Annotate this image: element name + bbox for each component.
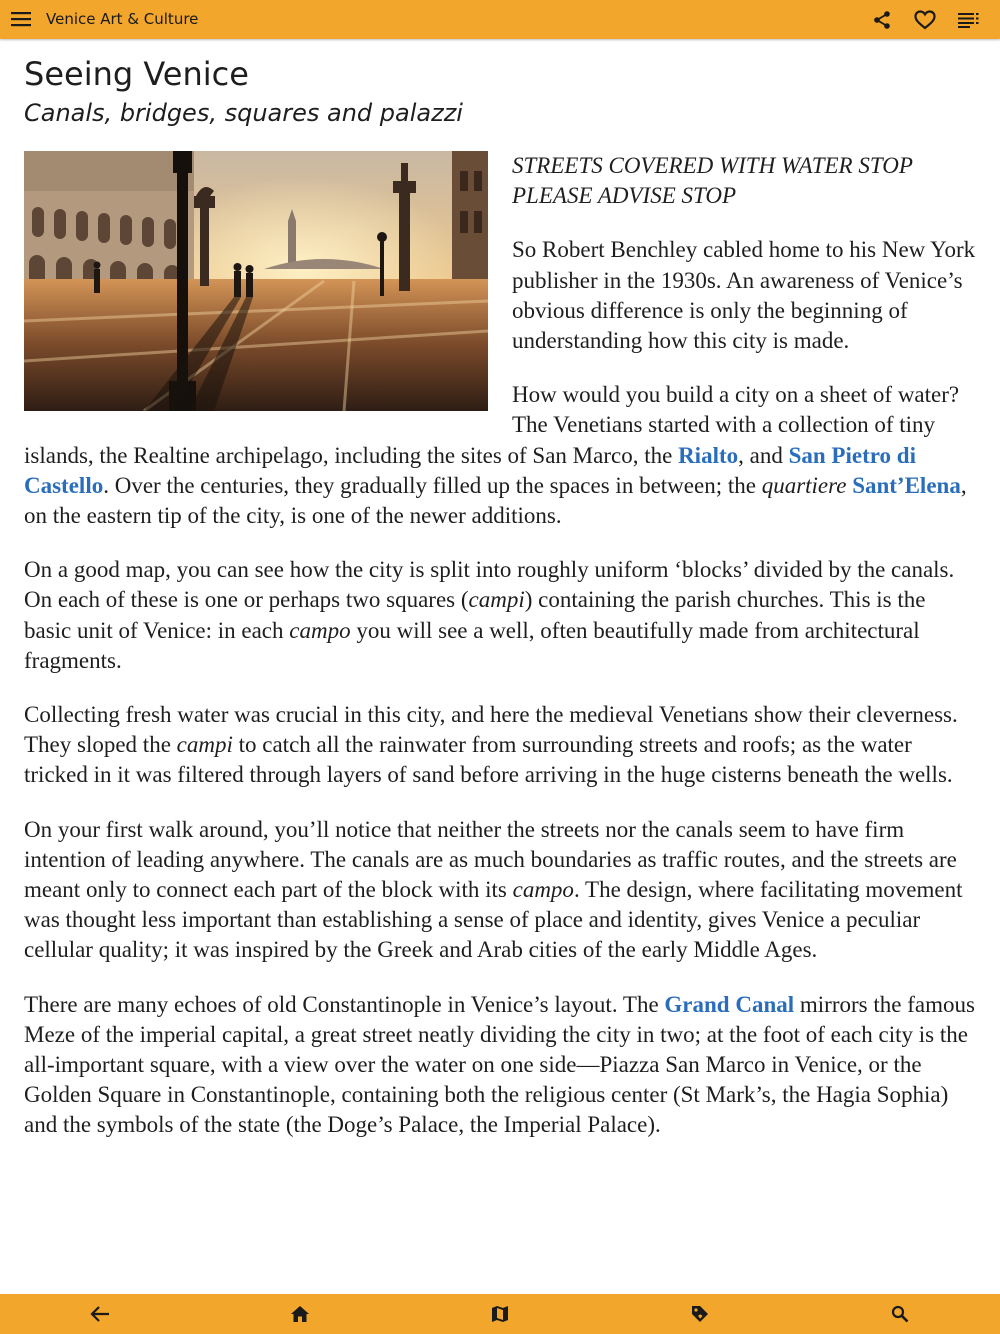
back-arrow-icon[interactable] bbox=[88, 1302, 112, 1326]
sant-elena-link[interactable]: Sant’Elena bbox=[852, 472, 961, 498]
article-title: Seeing Venice bbox=[24, 55, 249, 93]
grand-canal-link[interactable]: Grand Canal bbox=[664, 991, 795, 1017]
paragraph-3: On a good map, you can see how the city is split into roughly uniform ‘blocks’ divided by the canals. On each of these is one or perhaps two squares (campi) containing the parish churches. This is the basic unit of Venice: in each campo you will see a well, often beautifully made from architectural fragments. bbox=[24, 557, 955, 673]
map-icon[interactable] bbox=[488, 1302, 512, 1326]
epigraph: STREETS COVERED WITH WATER STOP PLEASE ADVISE STOP bbox=[512, 153, 913, 209]
search-icon[interactable] bbox=[888, 1302, 912, 1326]
article-subtitle: Canals, bridges, squares and palazzi bbox=[24, 99, 463, 127]
tag-icon[interactable] bbox=[688, 1302, 712, 1326]
paragraph-4: Collecting fresh water was crucial in this city, and here the medieval Venetians show their cleverness. They sloped the campi to catch all the rainwater from surrounding streets and roofs; as the water tricked in it was filtered through layers of sand before arriving in the huge cisterns beneath the wells. bbox=[24, 702, 958, 788]
top-app-bar bbox=[0, 0, 1000, 39]
venice-piazza-photo bbox=[24, 151, 488, 411]
heart-icon[interactable] bbox=[913, 8, 937, 32]
bottom-nav-bar bbox=[0, 1294, 1000, 1334]
san-pietro-di-castello-link[interactable]: San Pietro di Castello bbox=[24, 442, 916, 498]
app-title: Venice Art & Culture bbox=[46, 10, 199, 28]
paragraph-5: On your first walk around, you’ll notice that neither the streets nor the canals seem to have firm intention of leading anywhere. The canals are as much boundaries as traffic routes, and the streets are meant only to connect each part of the block with its campo. The design, where facilitating movement was thought less important than establishing a sense of place and identity, gives Venice a peculiar cellular quality; it was inspired by the Greek and Arab cities of the early Middle Ages. bbox=[24, 816, 963, 963]
paragraph-6: There are many echoes of old Constantinople in Venice’s layout. The Grand Canal mirrors the famous Meze of the imperial capital, a great street neatly dividing the city in two; at the foot of each city is the all-important square, with a view over the water on one side—Piazza San Marco in Venice, or the Golden Square in Constantinople, containing both the religious center (St Mark’s, the Hagia Sophia) and the symbols of the state (the Doge’s Palace, the Imperial Palace). bbox=[24, 991, 975, 1138]
paragraph-2: How would you build a city on a sheet of water? The Venetians started with a collection of tiny islands, the Realtine archipelago, including the sites of San Marco, the Rialto, and San Pietro di Castello. Over the centuries, they gradually filled up the spaces in between; the quartiere Sant’Elena, on the eastern tip of the city, is one of the newer additions. bbox=[24, 382, 967, 529]
menu-icon[interactable] bbox=[10, 8, 32, 30]
rialto-link[interactable]: Rialto bbox=[678, 442, 739, 468]
paragraph-1: So Robert Benchley cabled home to his New York publisher in the 1930s. An awareness of Venice’s obvious difference is only the beginning of understanding how this city is made. bbox=[512, 237, 976, 354]
share-icon[interactable] bbox=[870, 8, 894, 32]
toc-icon[interactable] bbox=[957, 8, 981, 32]
home-icon[interactable] bbox=[288, 1302, 312, 1326]
article bbox=[24, 52, 978, 1165]
